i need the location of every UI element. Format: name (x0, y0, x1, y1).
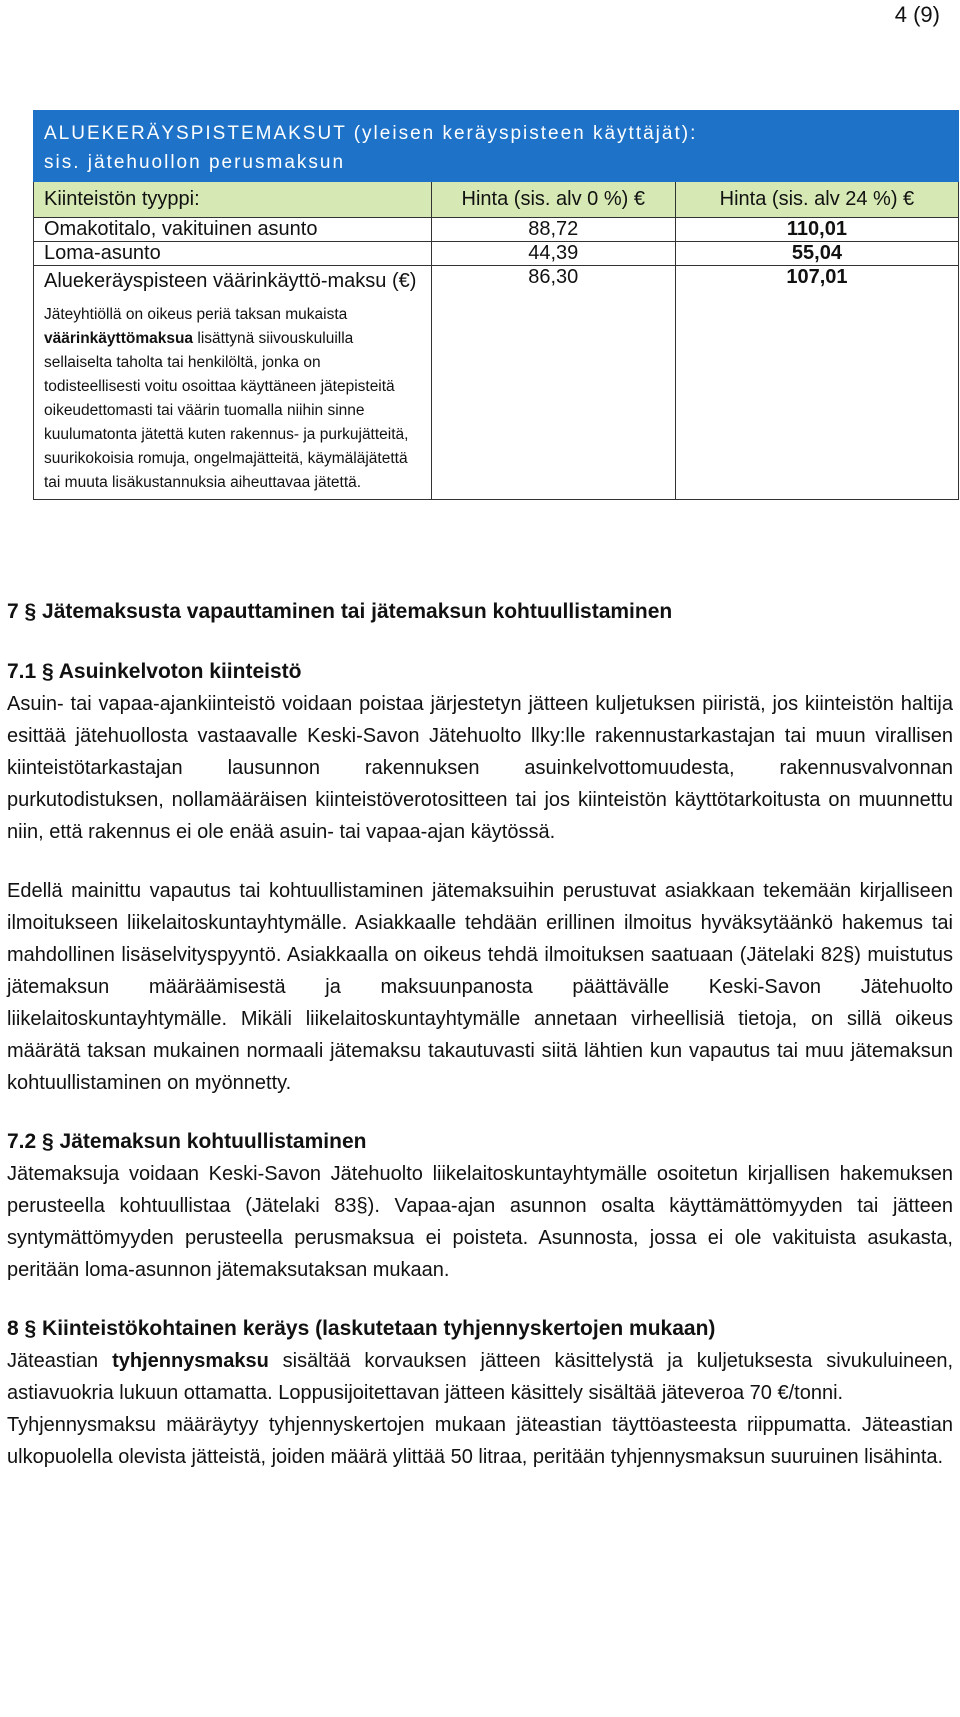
section-7-1-heading: 7.1 § Asuinkelvoton kiinteistö (7, 660, 302, 683)
property-type: Omakotitalo, vakituinen asunto (34, 218, 432, 242)
header-price-vat0: Hinta (sis. alv 0 %) € (431, 182, 675, 218)
section-8-paragraph-2: Tyhjennysmaksu määräytyy tyhjennyskertojen mukaan jäteastian täyttöasteesta riippumatta. Jäteastian ulkopuolella olevista jätteistä, joiden määrä ylittää 50 litraa, peritään tyhjennysmaksun suuruinen lisähinta. (7, 1414, 953, 1468)
banner-subtitle: sis. jätehuollon perusmaksun (44, 152, 346, 173)
fee-table-banner (34, 111, 959, 182)
section-8-paragraph-1: Jäteastian tyhjennysmaksu sisältää korvauksen jätteen käsittelystä ja kuljetuksesta sivukuluineen, astiavuokria lukuun ottamatta. Loppusijoitettavan jätteen käsittely sisältää jäteveroa 70 €/tonni. (7, 1350, 953, 1404)
fee-table-header (34, 182, 959, 218)
misuse-fee-note: Jäteyhtiöllä on oikeus periä taksan mukaista väärinkäyttömaksua lisättynä siivouskuluilla sellaiselta taholta tai henkilöltä, jonka on todisteellisesti voitu osoittaa käyttäneen jätepisteitä oikeudettomasti tai väärin tuomalla niihin sinne kuulumatonta jätettä kuten rakennus- ja purkujätteitä, suurikokoisia romuja, ongelmajätteitä, käymäläjätettä tai muuta lisäkustannuksia aiheuttavaa jätettä. (44, 306, 409, 491)
misuse-price-vat24: 107,01 (675, 266, 958, 500)
price-vat0: 44,39 (431, 242, 675, 266)
section-7-1-text: Asuin- tai vapaa-ajankiinteistö voidaan poistaa järjestetyn jätteen kuljetuksen piiristä, jos kiinteistön haltija esittää jätehuollosta vastaavalle Keski-Savon Jätehuolto llky:lle rakennustarkastajan tai muun virallisen kiinteistötarkastajan lausunnon rakennuksen asuinkelvottomuudesta, rakennusvalvonnan purkutodistuksen, nollamääräisen kiinteistöverotositteen tai jos kiinteistön käyttötarkoitusta on muunnettu niin, että rakennus ei ole enää asuin- tai vapaa-ajan käytössä. (7, 693, 953, 843)
table-row (34, 218, 959, 242)
section-7-heading: 7 § Jätemaksusta vapauttaminen tai jätemaksun kohtuullistaminen (7, 600, 673, 623)
misuse-fee-title: Aluekeräyspisteen väärinkäyttö-maksu (€) (44, 270, 417, 292)
page-number: 4 (9) (894, 2, 940, 27)
section-8-heading: 8 § Kiinteistökohtainen keräys (laskutetaan tyhjennyskertojen mukaan) (7, 1317, 716, 1340)
area-collection-fee-table (33, 110, 959, 500)
price-vat24: 110,01 (675, 218, 958, 242)
price-vat24: 55,04 (675, 242, 958, 266)
table-row (34, 242, 959, 266)
header-property-type: Kiinteistön tyyppi: (34, 182, 432, 218)
misuse-fee-row (34, 266, 959, 500)
price-vat0: 88,72 (431, 218, 675, 242)
section-7 (7, 596, 953, 1473)
banner-title: ALUEKERÄYSPISTEMAKSUT (yleisen keräyspisteen käyttäjät): (44, 123, 698, 144)
section-7-2-heading: 7.2 § Jätemaksun kohtuullistaminen (7, 1130, 367, 1153)
misuse-price-vat0: 86,30 (431, 266, 675, 500)
header-price-vat24: Hinta (sis. alv 24 %) € (675, 182, 958, 218)
section-7-2-text: Jätemaksuja voidaan Keski-Savon Jätehuolto liikelaitoskuntayhtymälle osoitetun kirjallisen hakemuksen perusteella kohtuullistaa (Jätelaki 83§). Vapaa-ajan asunnon osalta käyttämättömyyden tai jätteen syntymättömyyden perusteella perusmaksua ei poisteta. Asunnosta, jossa ei ole vakituista asukasta, peritään loma-asunnon jätemaksutaksan mukaan. (7, 1163, 953, 1281)
property-type: Loma-asunto (34, 242, 432, 266)
section-7-paragraph: Edellä mainittu vapautus tai kohtuullistaminen jätemaksuihin perustuvat asiakkaan tekemään kirjalliseen ilmoitukseen liikelaitoskuntayhtymälle. Asiakkaalle tehdään erillinen ilmoitus hyväksytäänkö hakemus tai mahdollinen lisäselvityspyyntö. Asiakkaalla on oikeus tehdä ilmoituksen saatuaan (Jätelaki 82§) muistutus jätemaksun määräämisestä ja maksuunpanosta päättävälle Keski-Savon Jätehuolto liikelaitoskuntayhtymälle. Mikäli liikelaitoskuntayhtymälle annetaan virheellisiä tietoja, on sillä oikeus määrätä taksan mukainen normaali jätemaksu takautuvasti siitä lähtien kun vapautus tai muu jätemaksun kohtuullistaminen on myönnetty. (7, 880, 953, 1094)
